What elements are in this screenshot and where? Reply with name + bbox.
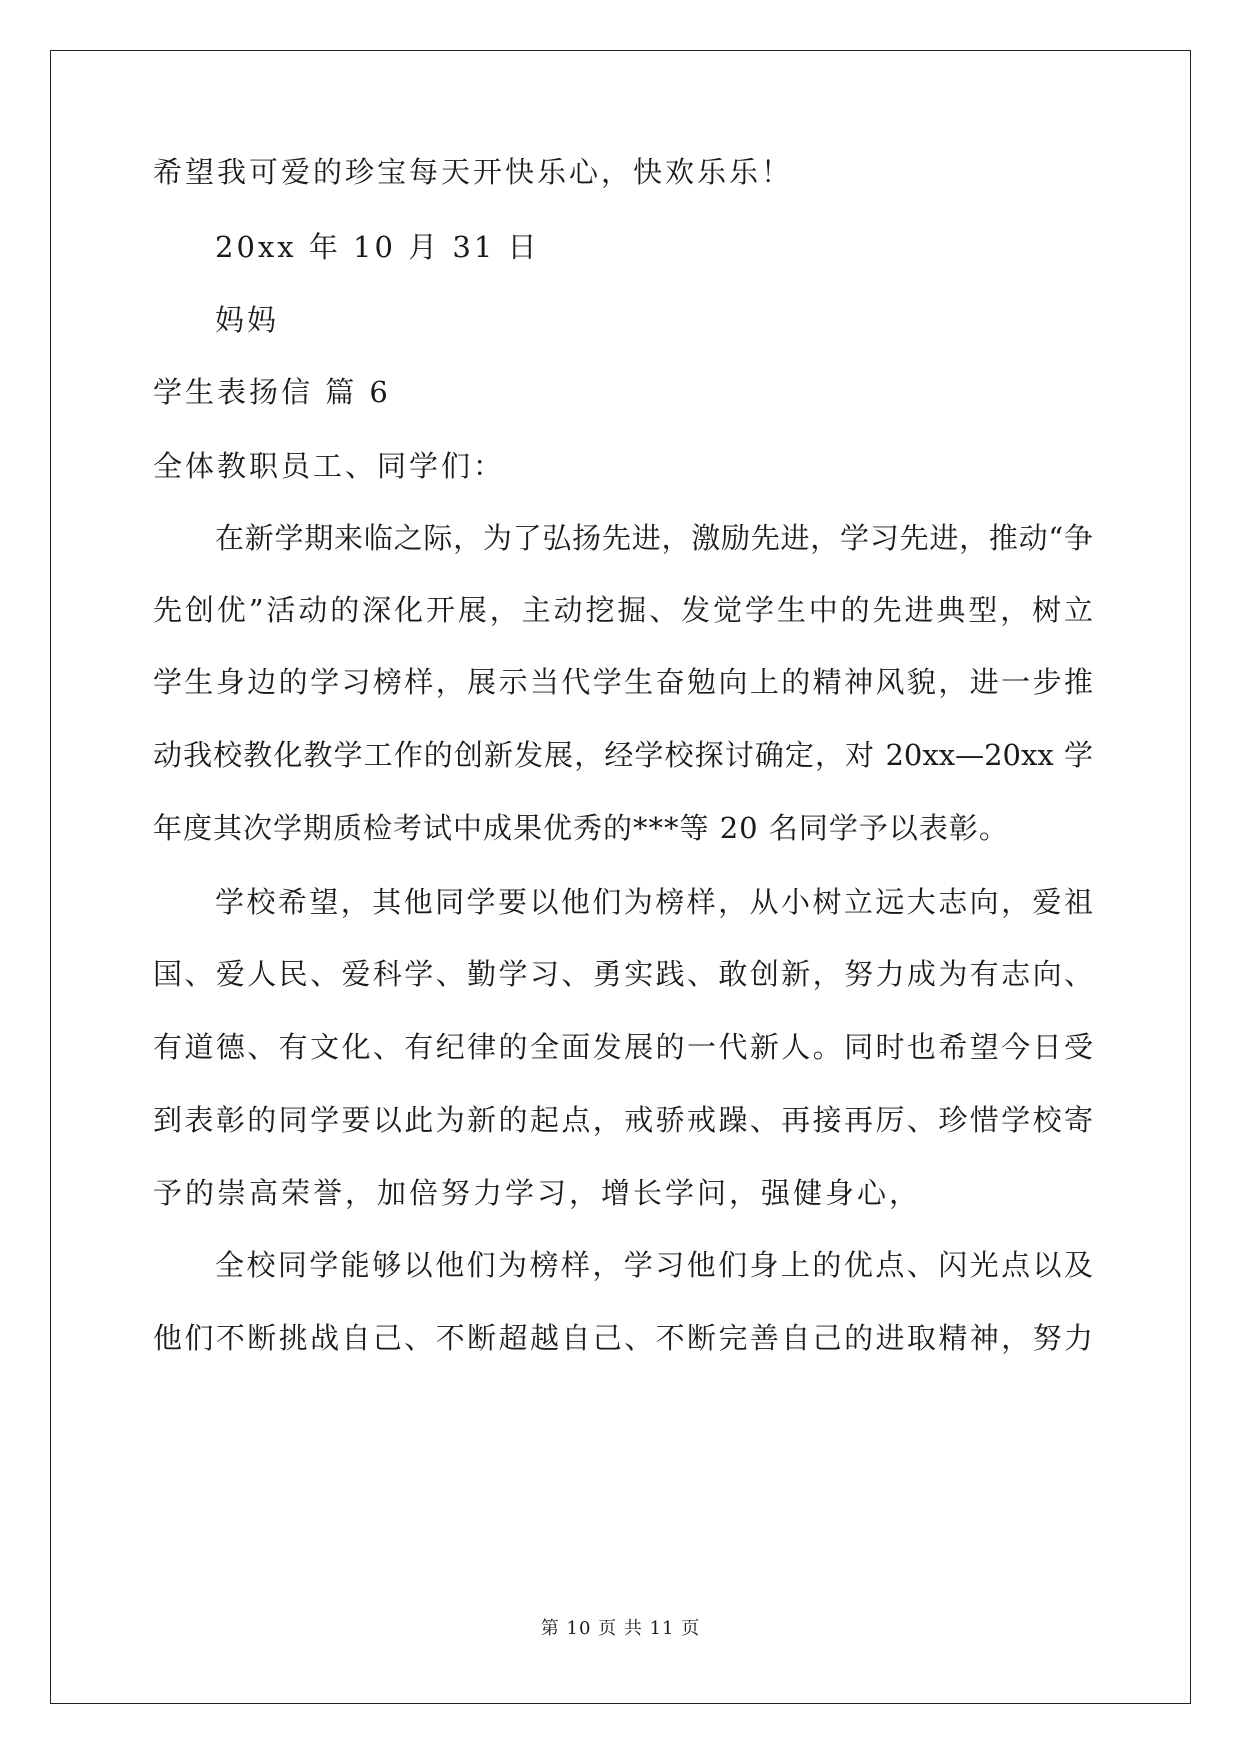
salutation: 全体教职员工、同学们： <box>153 449 506 483</box>
paragraph-2-line-4: 到表彰的同学要以此为新的起点，戒骄戒躁、再接再厉、珍惜学校寄 <box>153 1103 1093 1137</box>
page-number-footer: 第 10 页 共 11 页 <box>540 1618 701 1639</box>
section-heading: 学生表扬信 篇 6 <box>153 375 391 409</box>
paragraph-1-line-2: 先创优”活动的深化开展，主动挖掘、发觉学生中的先进典型，树立 <box>153 593 1093 627</box>
paragraph-2-line-1: 学校希望，其他同学要以他们为榜样，从小树立远大志向，爱祖 <box>215 885 1093 919</box>
paragraph-3-line-1: 全校同学能够以他们为榜样，学习他们身上的优点、闪光点以及 <box>215 1248 1093 1282</box>
paragraph-1-line-5: 年度其次学期质检考试中成果优秀的***等 20 名同学予以表彰。 <box>153 811 1009 845</box>
letter-date: 20xx 年 10 月 31 日 <box>215 230 540 264</box>
paragraph-2-line-2: 国、爱人民、爱科学、勤学习、勇实践、敢创新，努力成为有志向、 <box>153 957 1093 991</box>
paragraph-1-line-1: 在新学期来临之际，为了弘扬先进，激励先进，学习先进，推动“争 <box>215 521 1093 555</box>
paragraph-2-line-3: 有道德、有文化、有纪律的全面发展的一代新人。同时也希望今日受 <box>153 1030 1093 1064</box>
letter-closing-wish: 希望我可爱的珍宝每天开快乐心，快欢乐乐！ <box>153 155 794 189</box>
paragraph-1-line-4: 动我校教化教学工作的创新发展，经学校探讨确定，对 20xx—20xx 学 <box>153 738 1093 772</box>
page-border <box>50 50 1191 1704</box>
letter-signature: 妈妈 <box>215 303 280 337</box>
paragraph-3-line-2: 他们不断挑战自己、不断超越自己、不断完善自己的进取精神，努力 <box>153 1321 1093 1355</box>
paragraph-1-line-3: 学生身边的学习榜样，展示当代学生奋勉向上的精神风貌，进一步推 <box>153 665 1093 699</box>
paragraph-2-line-5: 予的崇高荣誉，加倍努力学习，增长学问，强健身心， <box>153 1176 922 1210</box>
